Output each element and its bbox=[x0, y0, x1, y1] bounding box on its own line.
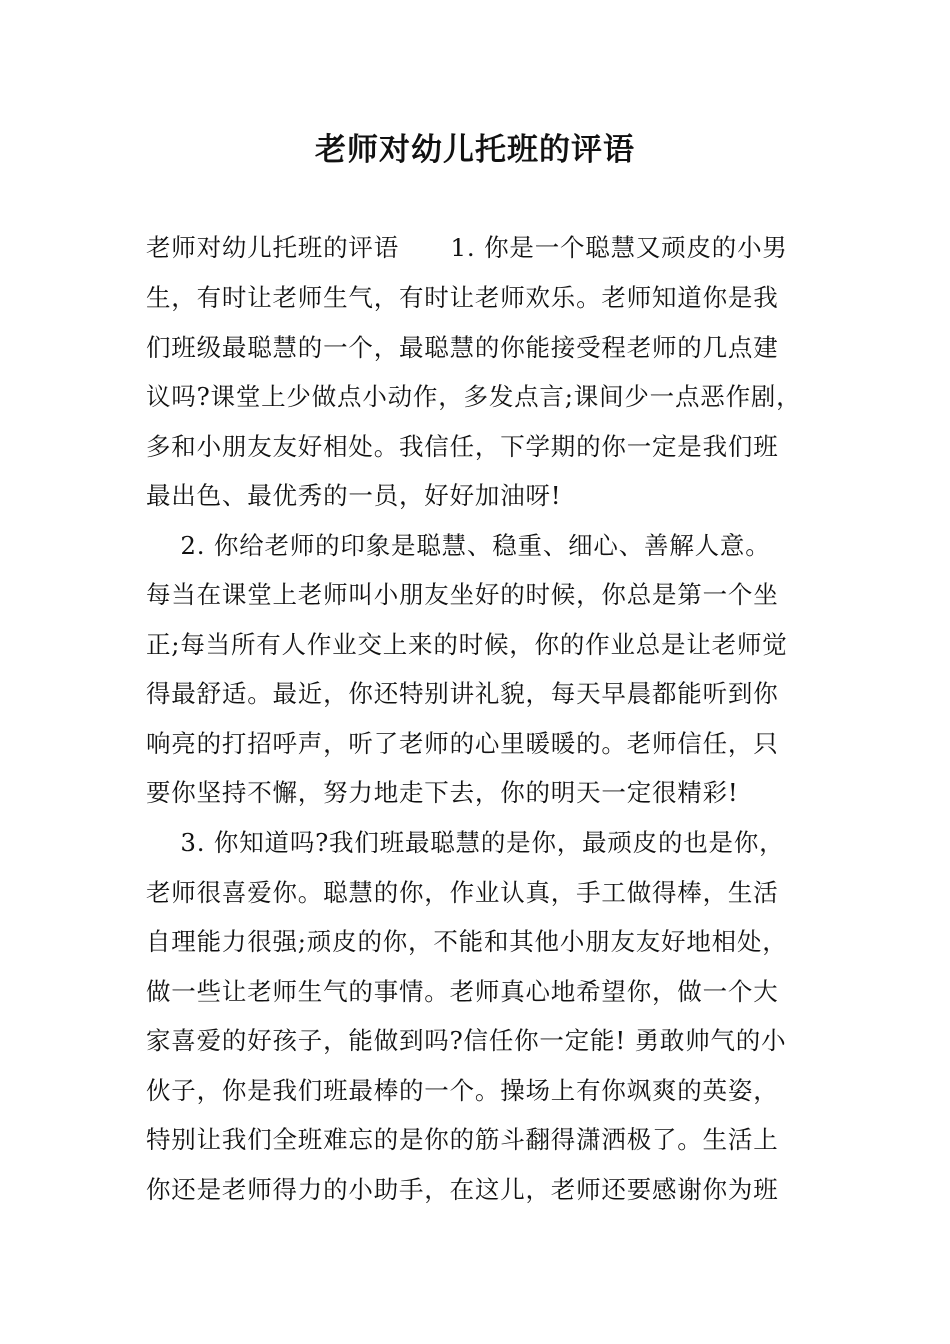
body-text-line: 特别让我们全班难忘的是你的筋斗翻得潇洒极了。生活上 bbox=[146, 1125, 779, 1154]
body-text-line: 3. 你知道吗?我们班最聪慧的是你，最顽皮的也是你， bbox=[146, 828, 785, 857]
body-text-line: 自理能力很强;顽皮的你，不能和其他小朋友友好地相处， bbox=[146, 927, 788, 956]
body-text-line: 每当在课堂上老师叫小朋友坐好的时候，你总是第一个坐 bbox=[146, 580, 779, 609]
body-text-line: 伙子，你是我们班最棒的一个。操场上有你飒爽的英姿， bbox=[146, 1076, 779, 1105]
body-text-line: 正;每当所有人作业交上来的时候，你的作业总是让老师觉 bbox=[146, 630, 788, 659]
body-text-line: 生，有时让老师生气，有时让老师欢乐。老师知道你是我 bbox=[146, 283, 779, 312]
body-text-line: 得最舒适。最近，你还特别讲礼貌，每天早晨都能听到你 bbox=[146, 679, 779, 708]
body-text-line: 2. 你给老师的印象是聪慧、稳重、细心、善解人意。 bbox=[146, 531, 771, 560]
body-text-line: 最出色、最优秀的一员，好好加油呀! bbox=[146, 481, 562, 510]
body-text-line: 家喜爱的好孩子，能做到吗?信任你一定能! 勇敢帅气的小 bbox=[146, 1026, 787, 1055]
body-text-line: 老师很喜爱你。聪慧的你，作业认真，手工做得棒，生活 bbox=[146, 878, 779, 907]
body-text-line: 老师对幼儿托班的评语 1. 你是一个聪慧又顽皮的小男 bbox=[146, 233, 788, 262]
body-text-line: 要你坚持不懈，努力地走下去，你的明天一定很精彩! bbox=[146, 778, 739, 807]
body-text-line: 议吗?课堂上少做点小动作，多发点言;课间少一点恶作剧， bbox=[146, 382, 802, 411]
body-text-line: 多和小朋友友好相处。我信任，下学期的你一定是我们班 bbox=[146, 432, 779, 461]
document-title: 老师对幼儿托班的评语 bbox=[315, 132, 635, 168]
body-text-line: 们班级最聪慧的一个，最聪慧的你能接受程老师的几点建 bbox=[146, 333, 779, 362]
body-text-line: 做一些让老师生气的事情。老师真心地希望你，做一个大 bbox=[146, 977, 779, 1006]
body-text-line: 你还是老师得力的小助手，在这儿，老师还要感谢你为班 bbox=[146, 1175, 779, 1204]
body-text-line: 响亮的打招呼声，听了老师的心里暖暖的。老师信任，只 bbox=[146, 729, 779, 758]
